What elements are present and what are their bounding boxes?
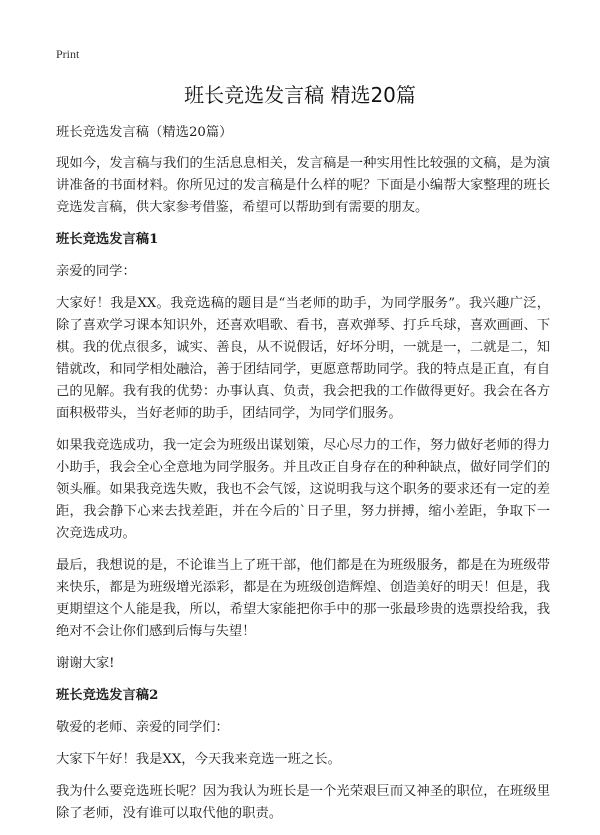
print-link[interactable]: Print <box>56 47 80 61</box>
document-subtitle: 班长竞选发言稿（精选20篇） <box>56 125 233 140</box>
section-1-greeting: 亲爱的同学： <box>56 264 136 279</box>
page-title: 班长竞选发言稿 精选20篇 <box>184 83 416 107</box>
section-2-greeting: 敬爱的老师、亲爱的同学们： <box>56 720 229 735</box>
section-2-paragraph-2: 我为什么要竞选班长呢？因为我认为班长是一个光荣艰巨而又神圣的职位，在班级里除了老师，没有谁可以取代他的职责。 <box>56 784 550 821</box>
section-2-heading: 班长竞选发言稿2 <box>56 688 159 703</box>
section-2-paragraph-1: 大家下午好！我是XX，今天我来竞选一班之长。 <box>56 752 341 767</box>
section-1-thanks: 谢谢大家! <box>56 656 115 671</box>
section-1-paragraph-2: 如果我竞选成功，我一定会为班级出谋划策，尽心尽力的工作，努力做好老师的得力小助手，我会全心全意地为同学服务。并且改正自身存在的种种缺点，做好同学们的领头雁。如果我竞选失败，我也不会气馁，这说明我与这个职务的要求还有一定的差距，我会静下心来去找差距，并在今后的`日子里，努力拼搏，缩小差距，争取下一次竞选成功。 <box>56 438 550 541</box>
section-1-paragraph-3: 最后，我想说的是，不论谁当上了班干部，他们都是在为班级服务，都是在为班级带来快乐，都是为班级增光添彩，都是在为班级创造辉煌、创造美好的明天！但是，我更期望这个人能是我，所以，希望大家能把你手中的那一张最珍贵的选票投给我，我绝对不会让你们感到后悔与失望！ <box>56 558 550 639</box>
document-body <box>56 122 550 835</box>
intro-paragraph: 现如今，发言稿与我们的生活息息相关，发言稿是一种实用性比较强的文稿，是为演讲准备的书面材料。你所见过的发言稿是什么样的呢？下面是小编帮大家整理的班长竞选发言稿，供大家参考借鉴，希望可以帮助到有需要的朋友。 <box>56 156 550 215</box>
section-1-paragraph-1: 大家好！我是XX。我竞选稿的题目是“当老师的助手，为同学服务”。我兴趣广泛，除了喜欢学习课本知识外，还喜欢唱歌、看书，喜欢弹琴、打乒乓球，喜欢画画、下棋。我的优点很多，诚实、善良，从不说假话，好坏分明，一就是一，二就是二，知错就改，和同学相处融洽，善于团结同学，更愿意帮助同学。我的特点是正直，有自己的见解。我有我的优势：办事认真、负责，我会把我的工作做得更好。我会在各方面积极带头，当好老师的助手，团结同学，为同学们服务。 <box>56 296 550 421</box>
section-1-heading: 班长竞选发言稿1 <box>56 232 159 247</box>
